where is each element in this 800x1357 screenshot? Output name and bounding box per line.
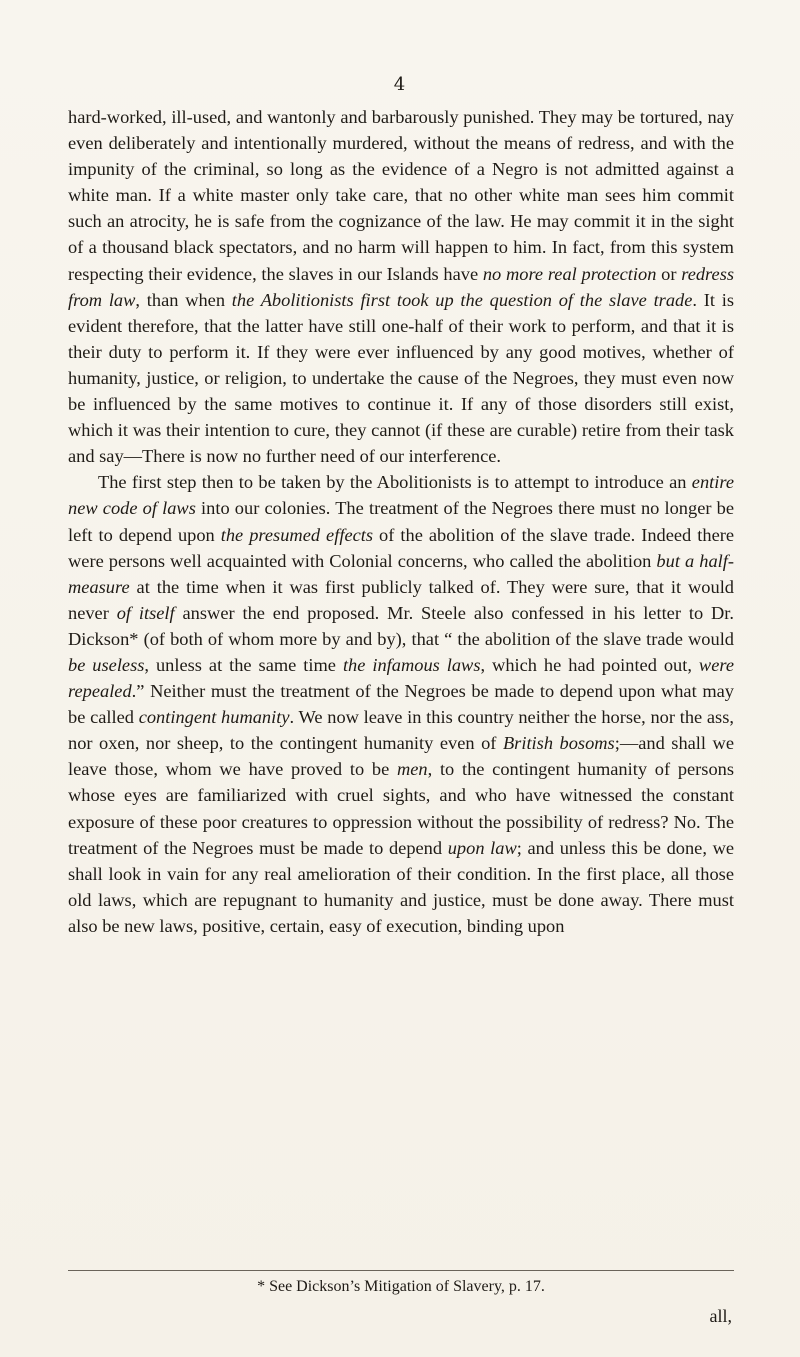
text-run: ; and unless this be done, we shall look in vain for any real amelioration of their condition. In the first place, all those old laws, which are repugnant to humanity and justice, must be done away. There must also be new laws, positive, certain, easy of execution, binding upon: [68, 837, 735, 936]
text-run: , than when: [135, 289, 232, 310]
italic-text-run: no more real protection: [482, 263, 657, 284]
italic-text-run: be useless: [68, 654, 145, 675]
text-run: , which he had pointed out,: [480, 654, 699, 675]
text-run: hard-worked, ill-used, and wantonly and barbarously punished. They may be tortured, nay even deliberately and intentionally murdered, without the means of redress, and with the impunity of the criminal, so long as the evidence of a Negro is not admitted against a white man. If a white master only take care, that no other white man sees him commit such an atrocity, he is safe from the cognizance of the law. He may commit it in the sight of a thousand black spectators, and no harm will happen to him. In fact, from this system respecting their evidence, the slaves in our Islands have: [68, 107, 734, 284]
text-run: at the time when it was first publicly talked of. They were sure, that it would never: [68, 576, 734, 623]
italic-text-run: the infamous laws: [342, 654, 481, 675]
italic-text-run: were repealed: [68, 654, 734, 702]
italic-text-run: of itself: [116, 602, 175, 623]
italic-text-run: contingent humanity: [138, 707, 290, 728]
text-run: into our colonies. The treatment of the Negroes there must no longer be left to depend upon: [68, 498, 735, 545]
text-run: The first step then to be taken by the Abolitionists is to attempt to introduce an: [98, 472, 692, 493]
text-run: , to the contingent humanity of persons whose eyes are familiarized with cruel sights, and who have witnessed the constant exposure of these poor creatures to oppression without the possibility of redress? No. The treatment of the Negroes must be made to depend: [68, 759, 734, 858]
paragraph-1: [68, 104, 734, 469]
italic-text-run: entire new code of laws: [68, 472, 734, 519]
italic-text-run: British bosoms: [502, 733, 615, 754]
footnote: * See Dickson’s Mitigation of Slavery, p. 17.: [257, 1278, 545, 1295]
text-run: . It is evident therefore, that the latter have still one-half of their work to perform, and that it is their duty to perform it. If they were ever influenced by any good motives, whether of humanity, justice, or religion, to undertake the cause of the Negroes, they must even now be influenced by the same motives to continue it. If any of those disorders still exist, which it was their intention to cure, they cannot (if these are curable) retire from their task and say—There is now no further need of our interference.: [68, 289, 735, 467]
italic-text-run: upon law: [447, 837, 517, 858]
text-run: or: [656, 263, 682, 284]
italic-text-run: the presumed effects: [220, 524, 374, 545]
page-number: 4: [393, 74, 407, 95]
text-run: .” Neither must the treatment of the Negroes be made to depend upon what may be called: [68, 681, 734, 728]
text-run: . We now leave in this country neither the horse, nor the ass, nor oxen, nor sheep, to the contingent humanity even of: [68, 707, 734, 754]
text-run: ;—and shall we leave those, whom we have proved to be: [68, 733, 734, 780]
italic-text-run: redress from law: [68, 263, 735, 310]
catchword: all,: [709, 1306, 732, 1326]
text-run: of the abolition of the slave trade. Indeed there were persons well acquainted with Colonial concerns, who called the abolition: [68, 524, 735, 571]
italic-text-run: the Abolitionists first took up the question of the slave trade: [231, 289, 693, 310]
body-text: [68, 104, 734, 939]
italic-text-run: men: [396, 759, 428, 780]
text-run: answer the end proposed. Mr. Steele also confessed in his letter to Dr. Dickson* (of both of whom more by and by), that “ the abolition of the slave trade would: [68, 602, 734, 649]
text-run: , unless at the same time: [144, 654, 343, 675]
italic-text-run: but a half-measure: [68, 550, 734, 597]
footnote-divider: [68, 1270, 734, 1271]
paragraph-2: [68, 469, 734, 939]
